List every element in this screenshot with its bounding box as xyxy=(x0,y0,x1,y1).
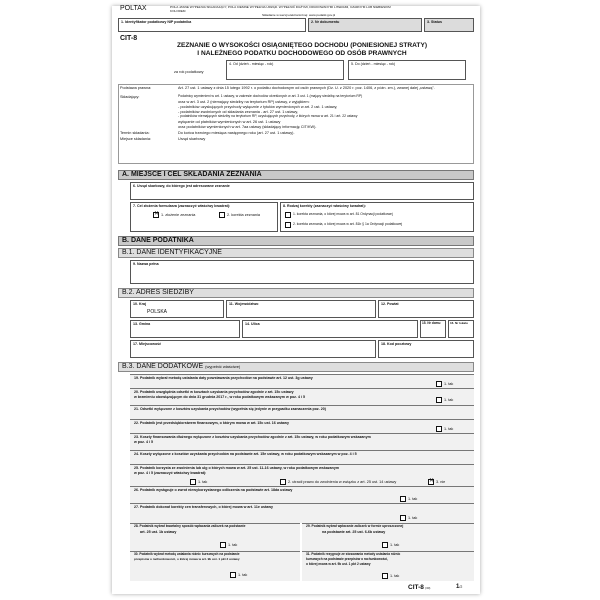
legal-val-4: - podatników zwolnionych od składania zeznania - art. 27 ust. 1 ustawy, xyxy=(178,110,299,114)
house-number-label: 15. Nr domu xyxy=(422,321,441,325)
field-23-label: 23. Koszty finansowania dłużnego wyłączone z kosztów uzyskania przychodów zgodnie z art. 15c ustawy, w roku podatkowym wskazanym xyxy=(134,435,371,439)
field-31-label: 31. Podatnik rezygnuje ze stosowania metody ustalania różnic xyxy=(306,552,401,556)
legal-key-1: Składający: xyxy=(120,95,140,99)
field-30-option: 1. tak xyxy=(238,573,248,577)
apartment-number-field[interactable] xyxy=(448,320,474,338)
purpose-field xyxy=(130,202,278,232)
period-to-label: 5. Do (dzień - miesiąc - rok) xyxy=(351,62,396,66)
section-b-header: B. DANE PODATNIKA xyxy=(118,236,474,246)
status-field xyxy=(424,18,474,32)
field-26-checkbox[interactable] xyxy=(400,496,406,502)
full-name-label: 9. Nazwa pełna xyxy=(133,262,159,266)
legal-key-8: Termin składania: xyxy=(120,131,150,135)
section-a-header: A. MIEJSCE I CEL SKŁADANIA ZEZNANIA xyxy=(118,170,474,180)
field-20-row xyxy=(130,388,474,405)
field-19-label: 19. Podatnik wybrał metodę ustalania daty powstawania przychodów na podstawie art. 12 ust. 3g ustawy xyxy=(134,376,313,380)
street-field[interactable] xyxy=(242,320,418,338)
field-27-option: 1. tak xyxy=(408,516,418,520)
document-number-field xyxy=(308,18,422,32)
footer-form-code xyxy=(408,584,448,594)
notice-line-2: KOLOREM xyxy=(170,9,186,13)
field-26-label: 26. Podatnik występuje o zwrot niewykorzystanego odliczenia na podstawie art. 18da ustawy xyxy=(134,488,293,492)
footer-code: CIT-8 xyxy=(408,584,424,591)
field-29-option: 1. tak xyxy=(390,543,400,547)
legal-val-7: oraz podatników wymienionych w art. 7aa ustawy (składający informację CIT/KW). xyxy=(178,125,317,129)
field-23-row[interactable] xyxy=(130,433,474,450)
correction-option-1-label: 1. korekta zeznania, o której mowa w art. 81 Ordynacji podatkowej xyxy=(293,212,393,216)
field-22-label: 22. Podatnik jest przedsiębiorstwem finansowym, o którym mowa w art. 15c ust. 16 ustawy xyxy=(134,421,289,425)
section-b3-header xyxy=(118,362,474,372)
tax-office-field[interactable] xyxy=(130,182,474,200)
street-label: 14. Ulica xyxy=(245,322,260,326)
field-25-option-3-checkbox[interactable] xyxy=(428,479,434,485)
apartment-number-label: 16. Nr lokalu xyxy=(450,321,468,325)
legal-val-8: Do końca trzeciego miesiąca następnego roku (art. 27 ust. 1 ustawy). xyxy=(178,131,295,135)
purpose-label: 7. Cel złożenia formularza (zaznaczyć właściwy kwadrat): xyxy=(133,204,231,208)
full-name-field[interactable] xyxy=(130,260,474,284)
period-from-label: 4. Od (dzień - miesiąc - rok) xyxy=(229,62,274,66)
field-31-option: 1. tak xyxy=(390,574,400,578)
field-19-option: 1. tak xyxy=(444,382,454,386)
footer-version: (30) xyxy=(425,586,431,590)
field-30-checkbox[interactable] xyxy=(230,572,236,578)
legal-val-3: - podatników uzyskujących przychody wyłącznie z tytułów wymienionych w art. 2 ust. 1 ustawy, xyxy=(178,105,338,109)
field-23-label-cont: w poz. 4 i 5 xyxy=(134,440,153,444)
purpose-option-1-label: 1. złożenie zeznania xyxy=(161,213,196,217)
field-28-label-cont: art. 25 ust. 1b ustawy xyxy=(140,530,177,534)
field-28-checkbox[interactable] xyxy=(220,542,226,548)
legal-val-9: Urząd skarbowy xyxy=(178,137,206,141)
field-26-option: 1. tak xyxy=(408,497,418,501)
field-19-checkbox[interactable] xyxy=(436,381,442,387)
section-b2-header: B.2. ADRES SIEDZIBY xyxy=(118,288,474,298)
nip-field[interactable] xyxy=(118,18,306,32)
correction-option-2-checkbox[interactable] xyxy=(285,222,291,228)
tax-year-label: za rok podatkowy xyxy=(174,70,204,74)
legal-val-6: wyłącznie od płatników wymienionych w art. 26 ust. 1 ustawy xyxy=(178,120,281,124)
field-24-label: 24. Koszty wyłączone z kosztów uzyskania przychodów na podstawie art. 15e ustawy, w roku podatkowym wskazanym w poz. 4 i 5 xyxy=(134,452,357,456)
field-20-checkbox[interactable] xyxy=(436,397,442,403)
field-20-label: 20. Podatnik uwzględnia odsetki w kosztach uzyskania przychodów zgodnie z art. 15c ustawy xyxy=(134,390,294,394)
field-30-label: 30. Podatnik wybrał metodę ustalania różnic kursowych na podstawie xyxy=(134,552,240,556)
form-page xyxy=(112,6,480,594)
field-20-label-cont: w brzmieniu obowiązującym do dnia 31 grudnia 2017 r., w roku podatkowym wskazanym w poz. 4 i 5 xyxy=(134,395,305,399)
legal-key-0: Podstawa prawna: xyxy=(120,86,152,90)
field-26-row xyxy=(130,486,474,503)
field-28-row xyxy=(130,523,300,551)
field-27-row xyxy=(130,503,474,523)
postal-code-field[interactable] xyxy=(378,340,474,358)
county-label: 12. Powiat xyxy=(381,302,399,306)
field-25-option-2: 2. utracił prawo do zwolnienia w związku z art. 25 ust. 14 ustawy xyxy=(288,480,397,484)
field-30-label-cont: przepisów o rachunkowości, o której mowa w art. 9b ust. 1 pkt 2 ustawy xyxy=(134,557,240,561)
notice-line-1: POLA JASNE WYPEŁNIA SKŁADAJĄCY, POLA CIEMNE WYPEŁNIA URZĄD. WYPEŁNIĆ DUŻYMI, DRUKOWANYMI LITERAMI, CZARNYM LUB NIEBIESKIM xyxy=(170,5,391,9)
field-21-label: 21. Odsetki wyłączone z kosztów uzyskania przychodów (wypełnia się jedynie w przypadku zaznaczenia poz. 20) xyxy=(134,407,326,411)
field-25-label-cont: w poz. 4 i 5 (zaznaczyć właściwy kwadrat): xyxy=(134,471,207,475)
tax-office-label: 6. Urząd skarbowy, do którego jest adresowane zeznanie xyxy=(133,184,230,188)
municipality-field[interactable] xyxy=(130,320,240,338)
notice-line-3: Składanie w wersji elektronicznej: www.podatki.gov.pl xyxy=(262,13,336,17)
document-number-label: 2. Nr dokumentu xyxy=(311,20,340,24)
field-25-label: 25. Podatnik korzysta ze zwolnienia lub ulg o których mowa w art. 25 ust. 11-16 ustawy, w roku podatkowym wskazanym xyxy=(134,466,340,470)
field-29-label-cont: na podstawie art. 25 ust. 6-6b ustawy xyxy=(322,530,386,534)
purpose-option-2-label: 2. korekta zeznania xyxy=(227,213,260,217)
country-value: POLSKA xyxy=(147,309,168,315)
city-label: 17. Miejscowość xyxy=(133,342,162,346)
field-22-checkbox[interactable] xyxy=(436,426,442,432)
legal-val-1: Podatnicy wymienieni w art. 1 ustawy, w zakresie dochodów określonych w art. 3 ust. 1 (mający siedzibę na terytorium RP) xyxy=(178,94,363,98)
field-24-row[interactable] xyxy=(130,450,474,464)
county-field[interactable] xyxy=(378,300,474,318)
footer-page: 1 xyxy=(456,584,460,590)
field-19-row xyxy=(130,374,474,388)
field-27-label: 27. Podatnik dokonał korekty cen transferowych, o której mowa w art. 11e ustawy xyxy=(134,505,274,509)
form-title-line-2: I NALEŻNEGO PODATKU DOCHODOWEGO OD OSÓB PRAWNYCH xyxy=(197,50,407,57)
purpose-option-2-checkbox[interactable] xyxy=(219,212,225,218)
section-b1-header: B.1. DANE IDENTYFIKACYJNE xyxy=(118,248,474,258)
voivodeship-field[interactable] xyxy=(226,300,376,318)
purpose-option-1-checkbox[interactable] xyxy=(153,212,159,218)
correction-option-2-label: 2. korekta zeznania, o której mowa w art. 81b § 1a Ordynacji podatkowej xyxy=(293,222,403,226)
field-31-checkbox[interactable] xyxy=(382,573,388,579)
field-25-option-2-checkbox[interactable] xyxy=(280,479,286,485)
field-20-option: 1. tak xyxy=(444,398,454,402)
field-25-option-3: 3. nie xyxy=(436,480,446,484)
legal-val-0: Art. 27 ust. 1 ustawy z dnia 15 lutego 1992 r. o podatku dochodowym od osób prawnych (Dz. U. z 2020 r. poz. 1406, z późn. zm.), zwanej dalej „ustawą”. xyxy=(178,86,435,90)
field-31-label-cont: kursowych na podstawie przepisów o rachunkowości, xyxy=(306,557,389,561)
footer-page-number xyxy=(456,584,462,591)
country-label: 10. Kraj xyxy=(133,302,146,306)
legal-key-9: Miejsce składania: xyxy=(120,137,152,141)
postal-code-label: 18. Kod pocztowy xyxy=(381,342,412,346)
status-label: 3. Status xyxy=(427,20,442,24)
form-title-line-1: ZEZNANIE O WYSOKOŚCI OSIĄGNIĘTEGO DOCHODU (PONIESIONEJ STRATY) xyxy=(176,42,428,49)
field-31-row xyxy=(302,551,474,581)
city-field[interactable] xyxy=(130,340,376,358)
correction-option-1-checkbox[interactable] xyxy=(285,212,291,218)
footer-page-total: /2 xyxy=(459,585,463,589)
section-b3-title: B.3. DANE DODATKOWE xyxy=(122,363,204,370)
legal-val-5: - podatników niemających siedziby na terytorium RP, uzyskujących przychody, z których mowa w art. 21 i art. 22 ustawy xyxy=(178,114,358,118)
field-25-row xyxy=(130,464,474,486)
correction-type-label: 8. Rodzaj korekty (zaznaczyć właściwy kwadrat): xyxy=(283,204,366,208)
country-field[interactable] xyxy=(130,300,224,318)
form-code: CIT-8 xyxy=(120,35,138,42)
section-b3-hint: (wypełnić właściwe) xyxy=(205,364,241,369)
field-29-checkbox[interactable] xyxy=(382,542,388,548)
house-number-field[interactable] xyxy=(420,320,446,338)
field-25-option-1-checkbox[interactable] xyxy=(190,479,196,485)
field-30-row xyxy=(130,551,300,581)
municipality-label: 13. Gmina xyxy=(133,322,151,326)
nip-field-label: 1. Identyfikator podatkowy NIP podatnika xyxy=(121,20,192,24)
period-from-field[interactable] xyxy=(226,60,344,80)
period-to-field[interactable] xyxy=(348,60,466,80)
field-22-option: 1. tak xyxy=(444,427,454,431)
field-22-row xyxy=(130,419,474,433)
voivodeship-label: 11. Województwo xyxy=(229,302,259,306)
field-31-label-cont-2: o której mowa w art. 9b ust. 1 pkt 2 ustawy xyxy=(306,562,371,566)
field-28-option: 1. tak xyxy=(228,543,238,547)
field-29-label: 29. Podatnik wybrał wpłacanie zaliczek w formie uproszczonej xyxy=(306,524,404,528)
legal-val-2: oraz w art. 3 ust. 2 (niemający siedziby na terytorium RP) ustawy, z wyjątkiem: xyxy=(178,100,310,104)
field-28-label: 28. Podatnik wybrał kwartalny sposób wpłacania zaliczek na podstawie xyxy=(134,524,246,528)
field-27-checkbox[interactable] xyxy=(400,515,406,521)
field-29-row xyxy=(302,523,474,551)
field-25-option-1: 1. tak xyxy=(198,480,208,484)
correction-type-field xyxy=(280,202,474,232)
field-21-row[interactable] xyxy=(130,405,474,419)
brand-label: POLTAX xyxy=(120,5,147,12)
